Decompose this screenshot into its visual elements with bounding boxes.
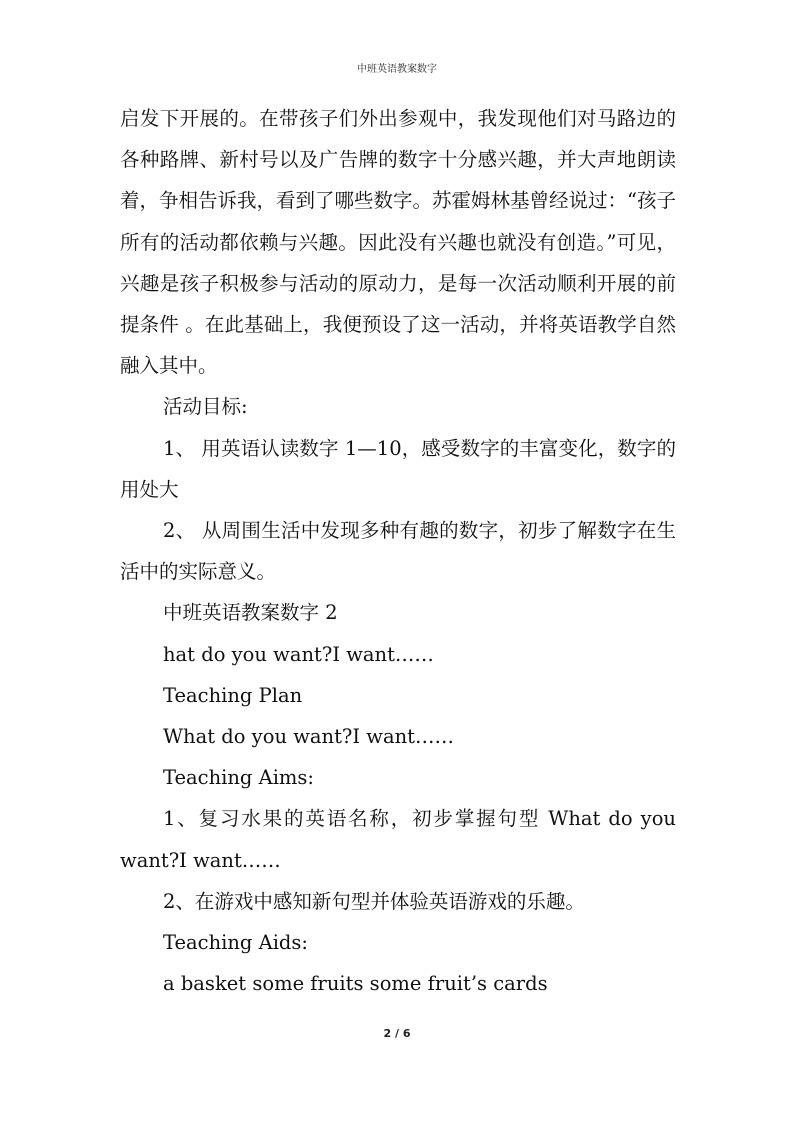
paragraph-hat-do-you-want: hat do you want?I want…… <box>163 642 434 666</box>
running-header: 中班英语教案数字 <box>357 64 437 75</box>
paragraph-teaching-plan: Teaching Plan <box>163 683 303 707</box>
paragraph-activity-goals-heading: 活动目标: <box>163 395 248 419</box>
paragraph-aim-2: 2、在游戏中感知新句型并体验英语游戏的乐趣。 <box>163 889 585 913</box>
paragraph-teaching-aids: Teaching Aids: <box>163 931 308 955</box>
paragraph-goal-2: 2、 从周围生活中发现多种有趣的数字，初步了解数字在生活中的实际意义。 <box>120 519 676 584</box>
paragraph-aids-list: a basket some fruits some fruit’s cards <box>163 972 548 996</box>
paragraph-aim-1: 1、复习水果的英语名称，初步掌握句型 What do you want?I want…… <box>120 807 676 872</box>
paragraph-what-do-you-want: What do you want?I want…… <box>163 725 454 749</box>
page-number: 2 / 6 <box>383 1027 411 1040</box>
document-body <box>120 98 676 1004</box>
section-title-lesson-2: 中班英语教案数字 2 <box>163 601 338 625</box>
paragraph-goal-1: 1、 用英语认读数字 1—10，感受数字的丰富变化，数字的用处大 <box>120 436 676 501</box>
paragraph-intro-continued: 启发下开展的。在带孩子们外出参观中，我发现他们对马路边的各种路牌、新村号以及广告牌的数字十分感兴趣，并大声地朗读着，争相告诉我，看到了哪些数字。苏霍姆林基曾经说过：“孩子所有的活动都依赖与兴趣。因此没有兴趣也就没有创造。”可见，兴趣是孩子积极参与活动的原动力，是每一次活动顺利开展的前提条件 。在此基础上，我便预设了这一活动，并将英语教学自然融入其中。 <box>120 107 676 378</box>
paragraph-teaching-aims: Teaching Aims: <box>163 766 315 790</box>
